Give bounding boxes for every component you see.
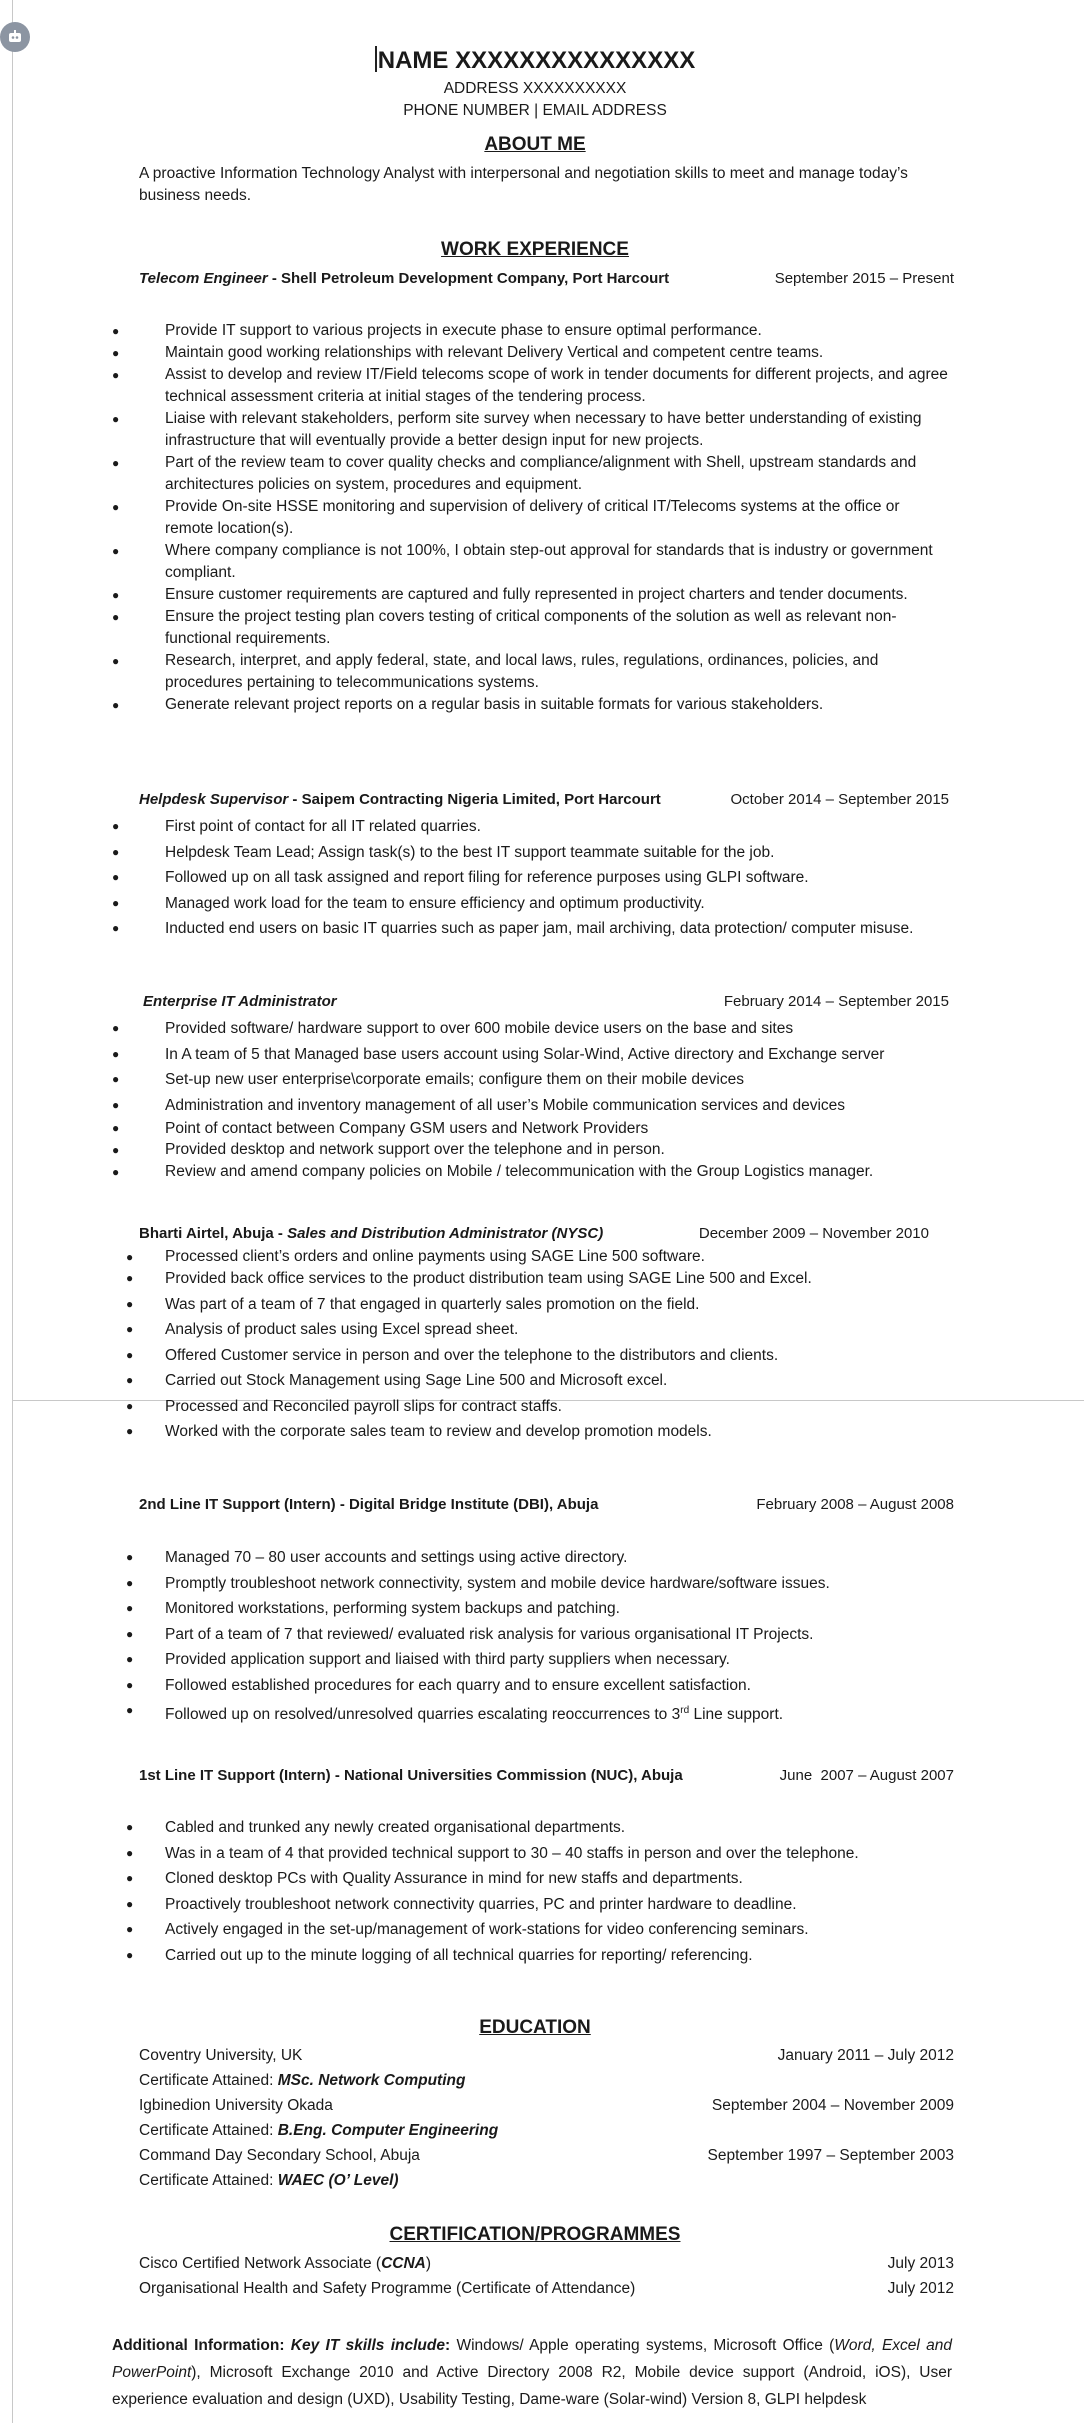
job-header: Bharti Airtel, Abuja - Sales and Distribution Administrator (NYSC) December 2009 – November 2010 (139, 1225, 929, 1242)
about-heading: ABOUT ME (484, 134, 586, 155)
job-bullet-list (112, 1016, 952, 1183)
job-header: Telecom Engineer - Shell Petroleum Development Company, Port Harcourt September 2015 – Present (139, 270, 954, 287)
about-text: A proactive Information Technology Analyst with interpersonal and negotiation skills to meet and manage today’s business needs. (139, 165, 908, 204)
job-header: Helpdesk Supervisor - Saipem Contracting Nigeria Limited, Port Harcourt October 2014 – September 2015 (139, 791, 949, 808)
list-item: ● Managed work load for the team to ensure efficiency and optimum productivity. (112, 891, 952, 917)
list-item: ● Where company compliance is not 100%, I obtain step-out approval for standards that is industry or government compliant. (112, 540, 952, 584)
list-item: ● Cabled and trunked any newly created organisational departments. (112, 1815, 952, 1841)
education-heading: EDUCATION (479, 2017, 591, 2038)
job-header: Enterprise IT Administrator February 2014 – September 2015 (143, 993, 949, 1010)
job-bullet-list (112, 1545, 952, 1728)
list-item: ● Provide IT support to various projects in execute phase to ensure optimal performance. (112, 320, 952, 342)
education-cert: Certificate Attained: B.Eng. Computer Engineering (139, 2122, 499, 2139)
list-item: ● Provided back office services to the product distribution team using SAGE Line 500 and Excel. (112, 1266, 952, 1292)
work-experience-heading: WORK EXPERIENCE (441, 239, 629, 260)
list-item: ● Ensure customer requirements are captured and fully represented in project charters and tender documents. (112, 584, 952, 606)
education-cert: Certificate Attained: MSc. Network Computing (139, 2072, 466, 2089)
education-cert: Certificate Attained: WAEC (O’ Level) (139, 2172, 399, 2189)
list-item: ● Carried out Stock Management using Sage Line 500 and Microsoft excel. (112, 1368, 952, 1394)
list-item: ● Administration and inventory management of all user’s Mobile communication services and devices (112, 1093, 952, 1119)
list-item: ● Analysis of product sales using Excel spread sheet. (112, 1317, 952, 1343)
page-margin-line (12, 0, 13, 2423)
contact-line: PHONE NUMBER | EMAIL ADDRESS (403, 102, 667, 119)
job-header: 2nd Line IT Support (Intern) - Digital Bridge Institute (DBI), Abuja February 2008 – August 2008 (139, 1496, 954, 1513)
list-item: ● Followed up on resolved/unresolved quarries escalating reoccurrences to 3rd Line support. (112, 1698, 952, 1728)
list-item: ● Followed up on all task assigned and report filing for reference purposes using GLPI software. (112, 865, 952, 891)
list-item: ● Helpdesk Team Lead; Assign task(s) to the best IT support teammate suitable for the job. (112, 840, 952, 866)
list-item: ● Proactively troubleshoot network connectivity quarries, PC and printer hardware to deadline. (112, 1892, 952, 1918)
certification-heading: CERTIFICATION/PROGRAMMES (389, 2224, 681, 2245)
additional-information: Additional Information: Key IT skills include: Windows/ Apple operating systems, Microsoft Office (Word, Excel and PowerPoint), Microsoft Exchange 2010 and Active Directory 2008 R2, Mobile device support (Android, iOS), User experience evaluation and design (UXD), Usability Testing, Dame-ware (Solar-wind) Version 8, GLPI helpdesk (112, 2337, 953, 2408)
list-item: ● Actively engaged in the set-up/management of work-stations for video conferencing seminars. (112, 1917, 952, 1943)
list-item: ● Provided desktop and network support over the telephone and in person. (112, 1139, 952, 1161)
job-bullet-list (112, 814, 952, 942)
education-row: Command Day Secondary School, Abuja September 1997 – September 2003 (139, 2147, 954, 2164)
list-item: ● Point of contact between Company GSM users and Network Providers (112, 1118, 952, 1139)
list-item: ● Ensure the project testing plan covers testing of critical components of the solution as well as relevant non-functional requirements. (112, 606, 952, 650)
job-bullet-list (112, 1815, 952, 1968)
list-item: ● Liaise with relevant stakeholders, perform site survey when necessary to have better understanding of existing infrastructure that will eventually provide a better design input for new projects. (112, 408, 952, 452)
list-item: ● Worked with the corporate sales team to review and develop promotion models. (112, 1419, 952, 1445)
list-item: ● Inducted end users on basic IT quarries such as paper jam, mail archiving, data protection/ computer misuse. (112, 916, 952, 942)
list-item: ● Assist to develop and review IT/Field telecoms scope of work in tender documents for different projects, and agree technical assessment criteria at initial stages of the tendering process. (112, 364, 952, 408)
list-item: ● Carried out up to the minute logging of all technical quarries for reporting/ referencing. (112, 1943, 952, 1969)
certification-row: Organisational Health and Safety Programme (Certificate of Attendance) July 2012 (139, 2280, 954, 2297)
job-bullet-list (112, 1248, 952, 1445)
job-bullet-list (112, 320, 952, 716)
list-item: ● Provided application support and liaised with third party suppliers when necessary. (112, 1647, 952, 1673)
list-item: ● In A team of 5 that Managed base users account using Solar-Wind, Active directory and Exchange server (112, 1042, 952, 1068)
list-item: ● Was part of a team of 7 that engaged in quarterly sales promotion on the field. (112, 1292, 952, 1318)
job-header: 1st Line IT Support (Intern) - National Universities Commission (NUC), Abuja June 2007 – August 2007 (139, 1767, 954, 1784)
list-item: ● Cloned desktop PCs with Quality Assurance in mind for new staffs and departments. (112, 1866, 952, 1892)
list-item: ● Processed and Reconciled payroll slips for contract staffs. (112, 1394, 952, 1420)
address-line: ADDRESS XXXXXXXXXX (443, 80, 627, 97)
list-item: ● Part of a team of 7 that reviewed/ evaluated risk analysis for various organisational IT Projects. (112, 1622, 952, 1648)
list-item: ● Managed 70 – 80 user accounts and settings using active directory. (112, 1545, 952, 1571)
list-item: ● Monitored workstations, performing system backups and patching. (112, 1596, 952, 1622)
list-item: ● Processed client’s orders and online payments using SAGE Line 500 software. (112, 1248, 952, 1266)
list-item: ● Maintain good working relationships with relevant Delivery Vertical and competent centre teams. (112, 342, 952, 364)
certification-row: Cisco Certified Network Associate (CCNA) July 2013 (139, 2255, 954, 2272)
list-item: ● Part of the review team to cover quality checks and compliance/alignment with Shell, upstream standards and architectures policies on system, procedures and equipment. (112, 452, 952, 496)
list-item: ● Provide On-site HSSE monitoring and supervision of delivery of critical IT/Telecoms systems at the office or remote location(s). (112, 496, 952, 540)
list-item: ● Research, interpret, and apply federal, state, and local laws, rules, regulations, ordinances, policies, and procedures pertaining to telecommunications systems. (112, 650, 952, 694)
list-item: ● Followed established procedures for each quarry and to ensure excellent satisfaction. (112, 1673, 952, 1699)
list-item: ● Set-up new user enterprise\corporate emails; configure them on their mobile devices (112, 1067, 952, 1093)
list-item: ● Generate relevant project reports on a regular basis in suitable formats for various stakeholders. (112, 694, 952, 716)
list-item: ● Was in a team of 4 that provided technical support to 30 – 40 staffs in person and over the telephone. (112, 1841, 952, 1867)
list-item: ● Provided software/ hardware support to over 600 mobile device users on the base and sites (112, 1016, 952, 1042)
list-item: ● Promptly troubleshoot network connectivity, system and mobile device hardware/software issues. (112, 1571, 952, 1597)
list-item: ● Review and amend company policies on Mobile / telecommunication with the Group Logistics manager. (112, 1161, 952, 1183)
resume-name[interactable]: NAME XXXXXXXXXXXXXXX (0, 46, 1070, 75)
education-row: Coventry University, UK January 2011 – July 2012 (139, 2047, 954, 2064)
list-item: ● First point of contact for all IT related quarries. (112, 814, 952, 840)
list-item: ● Offered Customer service in person and over the telephone to the distributors and clients. (112, 1343, 952, 1369)
education-row: Igbinedion University Okada September 2004 – November 2009 (139, 2097, 954, 2114)
text-cursor (375, 46, 377, 72)
